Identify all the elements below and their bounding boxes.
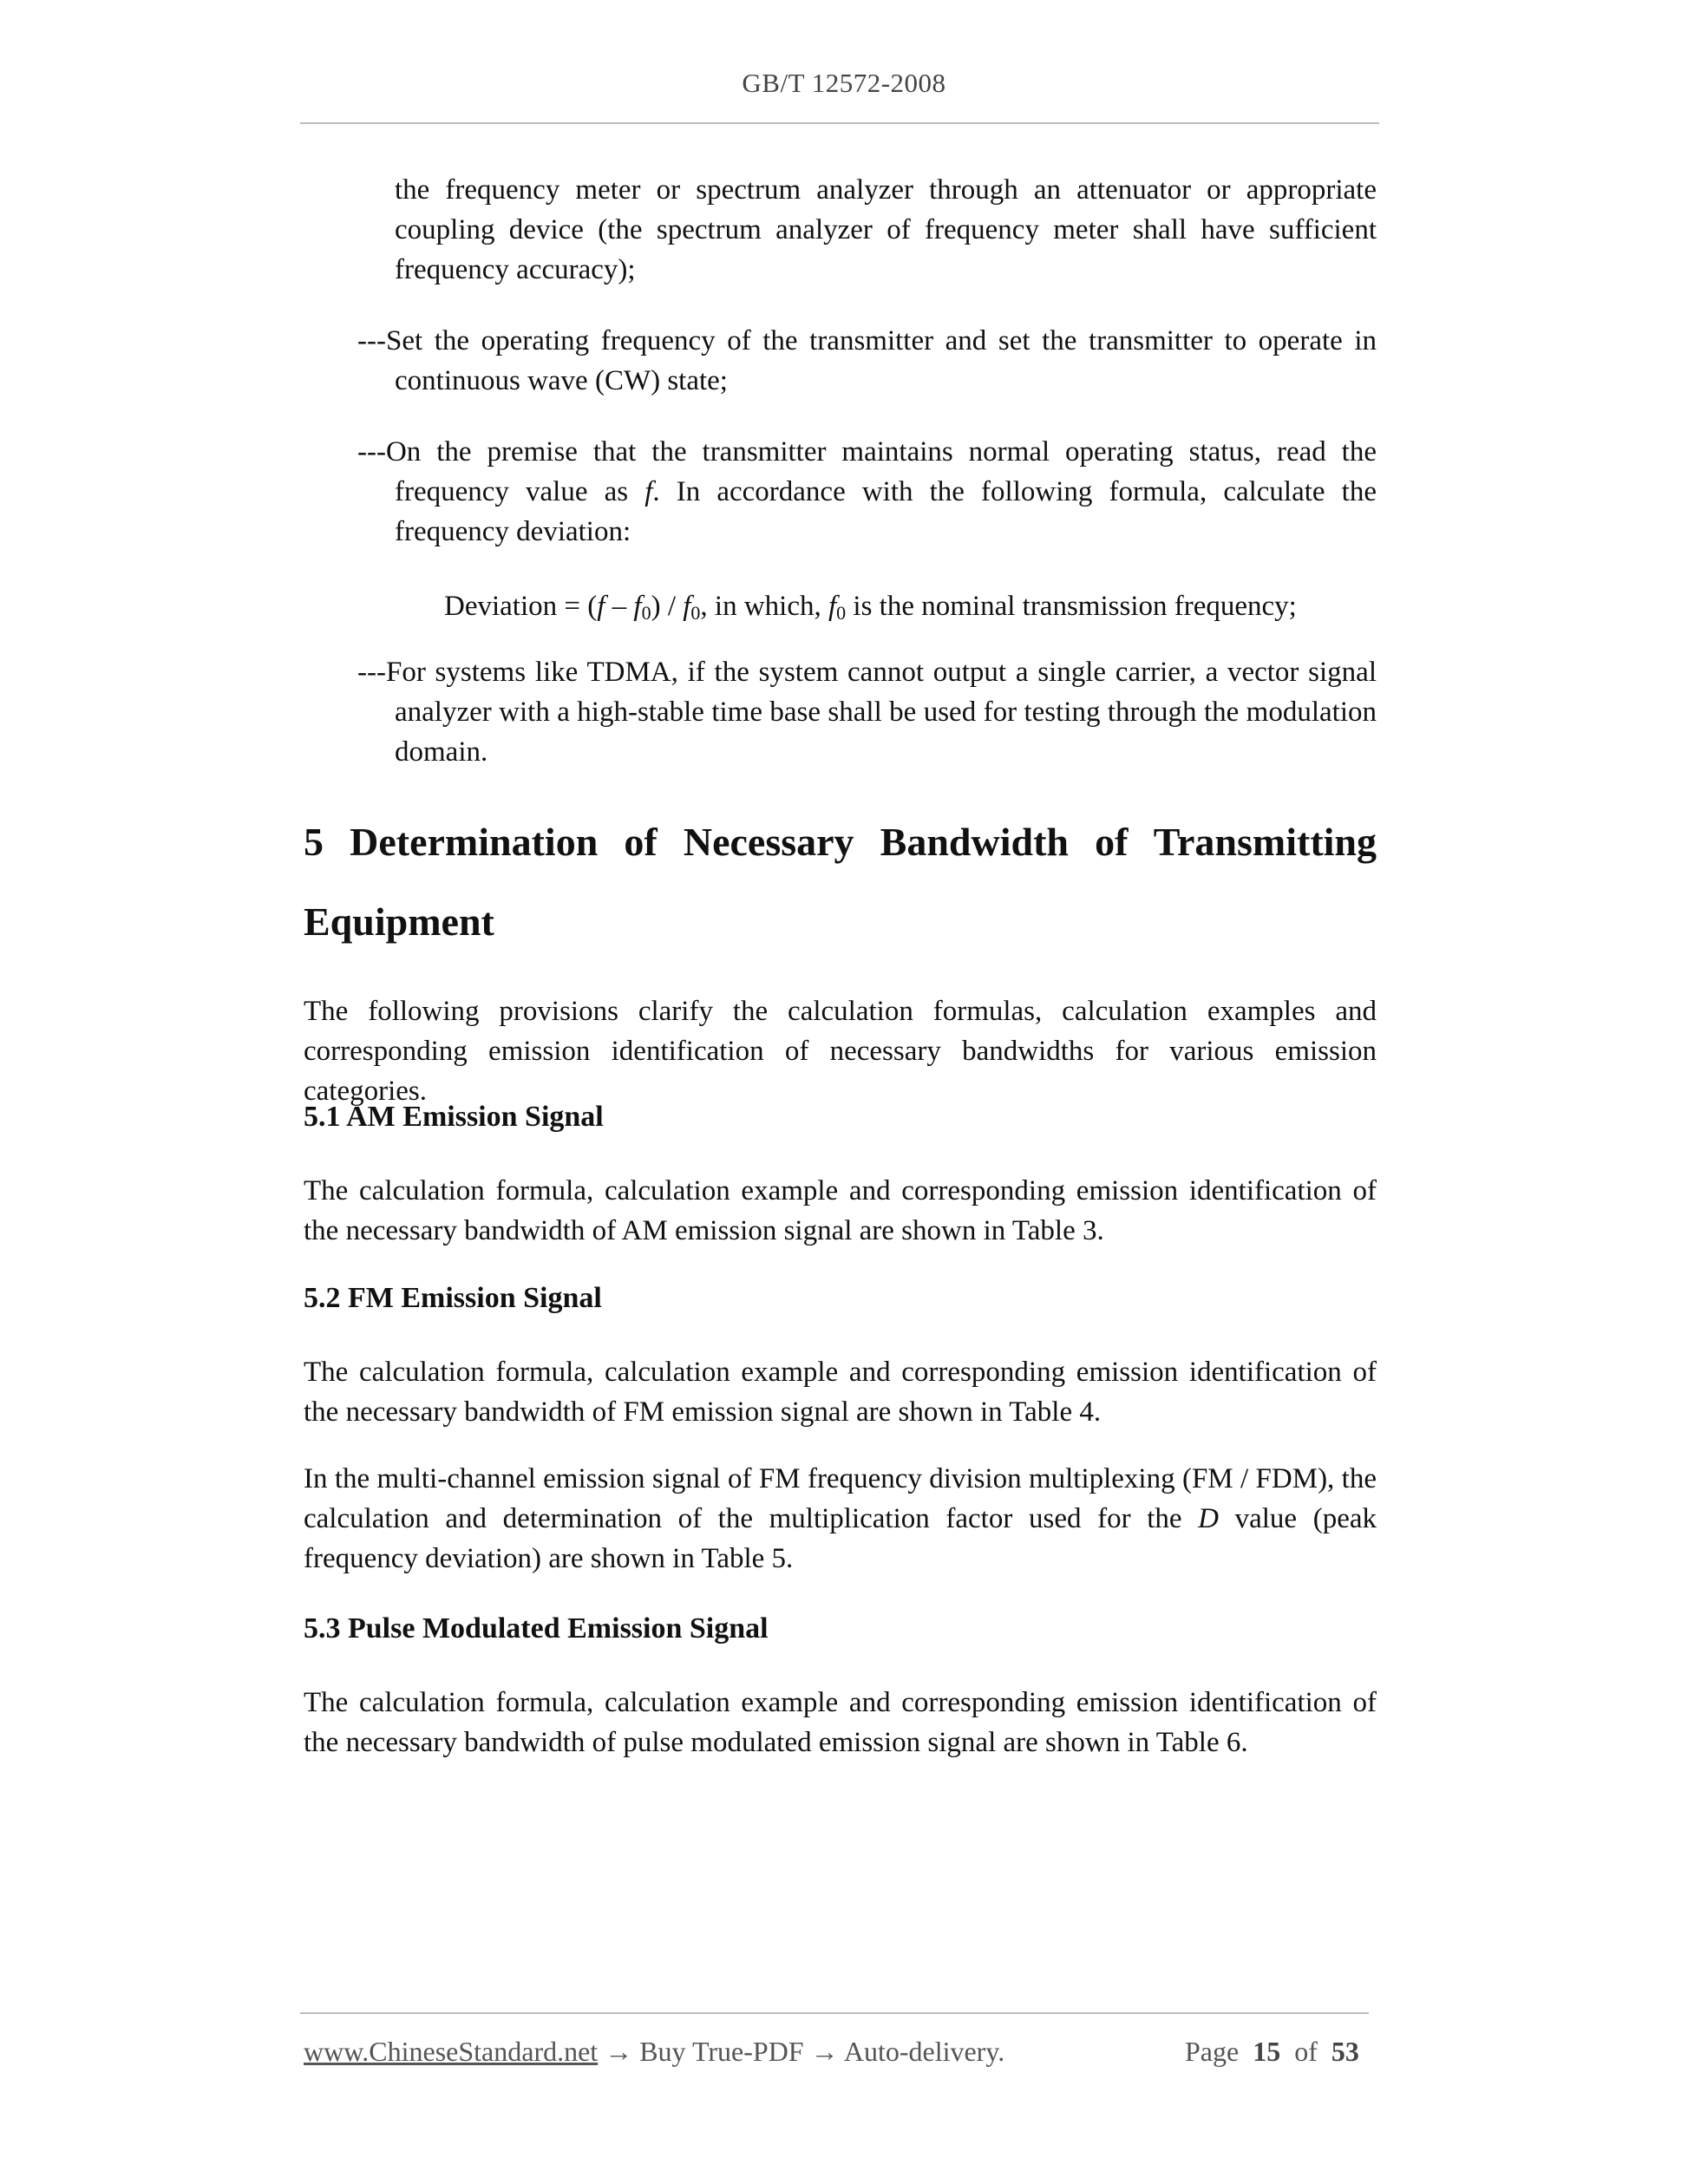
variable-f: f	[644, 476, 653, 507]
section-5-3-text: The calculation formula, calculation example and corresponding emission identification of the necessary bandwidth of pulse modulated emission signal are shown in Table 6.	[304, 1687, 1377, 1758]
continuation-paragraph: the frequency meter or spectrum analyzer through an attenuator or appropriate coupling device (the spectrum analyzer of frequency meter shall have sufficient frequency accuracy);	[395, 174, 1377, 285]
section-5-1-heading: 5.1 AM Emission Signal	[304, 1101, 604, 1133]
arrow-icon: →	[598, 2036, 640, 2067]
list-item-read-frequency	[357, 432, 1377, 552]
list-item-set-frequency: ---Set the operating frequency of the transmitter and set the transmitter to operate in continuous wave (CW) state;	[357, 325, 1377, 396]
section-5-3-heading: 5.3 Pulse Modulated Emission Signal	[304, 1612, 769, 1645]
section-5-heading-line1: 5 Determination of Necessary Bandwidth of Transmitting	[304, 820, 1377, 864]
arrow-icon: →	[803, 2036, 844, 2067]
list-item-tdma: ---For systems like TDMA, if the system cannot output a single carrier, a vector signal analyzer with a high-stable time base shall be used for testing through the modulation domain.	[357, 657, 1377, 768]
section-5-2-heading: 5.2 FM Emission Signal	[304, 1282, 602, 1314]
section-5-intro: The following provisions clarify the calculation formulas, calculation examples and corresponding emission identification of necessary bandwidths for various emission categories.	[304, 996, 1377, 1107]
footer-divider	[300, 2012, 1369, 2014]
document-header-title: GB/T 12572-2008	[742, 68, 946, 98]
list-item-text: . In accordance with the following formula, calculate the frequency deviation:	[395, 476, 1377, 547]
current-page-number: 15	[1253, 2036, 1281, 2067]
website-link[interactable]: www.ChineseStandard.net	[304, 2036, 599, 2067]
variable-d: D	[1198, 1503, 1219, 1534]
header-divider	[300, 122, 1379, 124]
section-5-2-fdm-text: In the multi-channel emission signal of FM frequency division multiplexing (FM / FDM), the calculation and determination of the multiplication factor used for the D value (peak frequency deviation) are shown in Table 5.	[304, 1463, 1377, 1574]
deviation-formula: Deviation = $(f - f_0) / f_0$, in which, $f_0$ is the nominal transmission frequency;	[444, 591, 1297, 624]
total-pages: 53	[1331, 2036, 1359, 2067]
section-5-2-text: The calculation formula, calculation example and corresponding emission identification of the necessary bandwidth of FM emission signal are shown in Table 4.	[304, 1357, 1377, 1428]
page-indicator: Page 15 of 53	[1185, 2036, 1359, 2067]
section-5-heading-line2: Equipment	[304, 899, 494, 944]
section-5-heading	[304, 802, 1377, 962]
section-5-1-text: The calculation formula, calculation example and corresponding emission identification of the necessary bandwidth of AM emission signal are shown in Table 3.	[304, 1175, 1377, 1246]
list-item-text: ---On the premise that the transmitter maintains normal operating status, read the frequency value as	[357, 436, 1377, 507]
buy-pdf-text: Buy True-PDF	[639, 2036, 804, 2067]
footer-promo	[304, 2033, 1004, 2070]
auto-delivery-text: Auto-delivery.	[843, 2036, 1005, 2067]
